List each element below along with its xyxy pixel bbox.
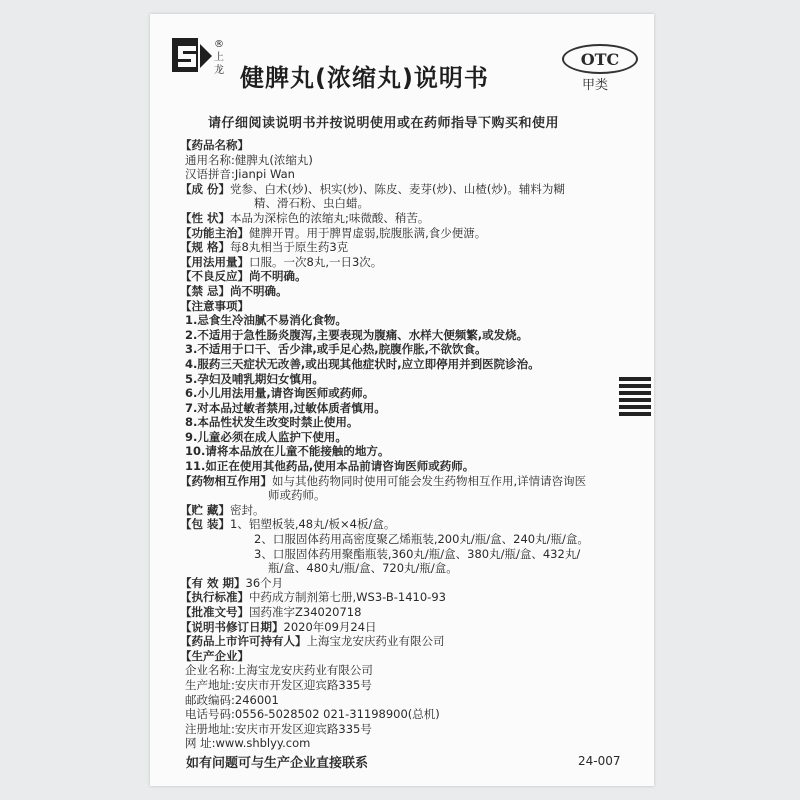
section-label: 【批准文号】 [180, 605, 249, 619]
section-label: 【说明书修订日期】 [180, 619, 284, 634]
field-value: Jianpi Wan [234, 167, 295, 182]
document-code: 24-007 [578, 754, 621, 768]
website-row [180, 736, 640, 751]
precaution-item: 10.请将本品放在儿童不能接触的地方。 [185, 444, 390, 459]
ingredients-row [180, 182, 640, 197]
precaution-item: 7.对本品过敏者禁用,过敏体质者慎用。 [185, 400, 386, 415]
leaflet-sheet [150, 14, 654, 786]
field-value: 上海宝龙安庆药业有限公司 [306, 634, 445, 649]
storage-row [180, 503, 640, 518]
section-label: 【性 状】 [180, 210, 231, 225]
pinyin-row [180, 167, 640, 182]
package-line: 2、口服固体药用高密度聚乙烯瓶装,200丸/瓶/盒、240丸/瓶/盒。 [254, 532, 589, 547]
section-label: 【不良反应】 [180, 269, 249, 284]
contact-note: 如有问题可与生产企业直接联系 [186, 756, 369, 771]
field-label: 企业名称: [185, 663, 235, 678]
section-label: 【规 格】 [180, 240, 231, 255]
precaution-item: 4.服药三天症状无改善,或出现其他症状时,应立即停用并到医院诊治。 [185, 356, 540, 371]
section-label: 【贮 藏】 [180, 502, 231, 517]
drug-name-heading [180, 138, 640, 153]
section-label: 【注意事项】 [180, 298, 249, 313]
edge-mark [619, 405, 651, 409]
field-value: 如与其他药物同时使用可能会发生药物相互作用,详情请咨询医 [272, 473, 587, 488]
precaution-item: 5.孕妇及哺乳期妇女慎用。 [185, 371, 324, 386]
phone-row [180, 707, 640, 722]
field-value: 健脾开胃。用于脾胃虚弱,脘腹胀满,食少便溏。 [249, 225, 487, 240]
field-label: 生产地址: [185, 677, 235, 692]
field-value: 246001 [234, 692, 279, 707]
field-label: 电话号码: [185, 707, 235, 722]
otc-badge: OTC [562, 44, 638, 74]
holder-row [180, 634, 640, 649]
section-label: 【用法用量】 [180, 254, 249, 269]
package-line: 瓶/盒、480丸/瓶/盒、720丸/瓶/盒。 [268, 561, 458, 576]
leaflet-content [180, 138, 640, 751]
standard-row [180, 590, 640, 605]
field-label: 通用名称: [185, 152, 235, 167]
field-value: 密封。 [230, 502, 265, 517]
precaution-item: 11.如正在使用其他药品,使用本品前请咨询医师或药师。 [185, 459, 475, 474]
section-label: 【药品名称】 [180, 138, 249, 152]
spec-row [180, 240, 640, 255]
field-value: 中药成方制剂第七册,WS3-B-1410-93 [249, 590, 446, 605]
field-value: 36个月 [245, 575, 284, 590]
field-value: 党参、白术(炒)、枳实(炒)、陈皮、麦芽(炒)、山楂(炒)。辅料为糊 [230, 181, 565, 196]
section-label: 【功能主治】 [180, 225, 249, 240]
section-label: 【成 份】 [180, 181, 231, 196]
precaution-item: 8.本品性状发生改变时禁止使用。 [185, 415, 359, 430]
contra-row [180, 284, 640, 299]
section-label: 【禁 忌】 [180, 283, 231, 298]
field-value: 1、铝塑板装,48丸/板×4板/盒。 [230, 517, 396, 532]
field-value: 尚不明确。 [249, 269, 307, 284]
field-value: 健脾丸(浓缩丸) [234, 152, 313, 167]
edge-mark [619, 412, 651, 416]
field-label: 注册地址: [185, 721, 235, 736]
company-row [180, 663, 640, 678]
validity-row [180, 576, 640, 591]
revision-row [180, 620, 640, 635]
brand-char-2: 龙 [214, 65, 224, 76]
package-row [180, 517, 640, 532]
section-label: 【包 装】 [180, 517, 231, 532]
precaution-item: 2.不适用于急性肠炎腹泻,主要表现为腹痛、水样大便频繁,或发烧。 [185, 327, 529, 342]
usage-warning: 请仔细阅读说明书并按说明使用或在药师指导下购买和使用 [208, 116, 560, 131]
precaution-item: 6.小儿用法用量,请咨询医师或药师。 [185, 386, 375, 401]
field-value: 本品为深棕色的浓缩丸;味微酸、稍苦。 [230, 210, 430, 225]
section-label: 【有 效 期】 [180, 575, 246, 590]
registered-mark: ® [214, 39, 224, 50]
precaution-item: 3.不适用于口干、舌少津,或手足心热,脘腹作胀,不欲饮食。 [185, 342, 487, 357]
brand-logo-icon [170, 34, 214, 78]
address-row [180, 678, 640, 693]
common-name-row [180, 153, 640, 168]
ingredients-continuation: 精、滑石粉、虫白蜡。 [254, 196, 369, 211]
approval-row [180, 605, 640, 620]
field-value: 口服。一次8丸,一日3次。 [249, 254, 383, 269]
field-value: 国药准字Z34020718 [249, 605, 362, 619]
adverse-row [180, 269, 640, 284]
field-value: 尚不明确。 [230, 283, 288, 298]
indication-row [180, 226, 640, 241]
precaution-item: 1.忌食生冷油腻不易消化食物。 [185, 313, 347, 328]
section-label: 【执行标准】 [180, 590, 249, 605]
field-value: 每8丸相当于原生药3克 [230, 240, 349, 255]
precaution-item: 9.儿童必须在成人监护下使用。 [185, 429, 347, 444]
edge-mark [619, 391, 651, 395]
precautions-heading [180, 299, 640, 314]
field-value: 2020年09月24日 [283, 619, 377, 634]
interaction-continuation: 师或药师。 [268, 488, 326, 503]
page-title: 健脾丸(浓缩丸)说明书 [240, 64, 489, 92]
interaction-row [180, 474, 640, 489]
section-label: 【生产企业】 [180, 648, 249, 663]
field-value: 0556-5028502 021-31198900(总机) [234, 707, 440, 722]
reg-address-row [180, 722, 640, 737]
brand-char-1: 上 [214, 52, 224, 63]
usage-row [180, 255, 640, 270]
edge-mark [619, 398, 651, 402]
edge-marks [619, 377, 651, 419]
section-label: 【药品上市许可持有人】 [180, 634, 307, 649]
package-line: 3、口服固体药用聚酯瓶装,360丸/瓶/盒、380丸/瓶/盒、432丸/ [254, 546, 581, 561]
field-value: 上海宝龙安庆药业有限公司 [234, 663, 373, 678]
manufacturer-heading [180, 649, 640, 664]
field-value: 安庆市开发区迎宾路335号 [234, 677, 372, 692]
website-link: www.shblyy.com [215, 736, 311, 751]
character-row [180, 211, 640, 226]
postcode-row [180, 693, 640, 708]
field-label: 邮政编码: [185, 692, 235, 707]
edge-mark [619, 377, 651, 381]
field-value: 安庆市开发区迎宾路335号 [234, 721, 372, 736]
otc-class-label: 甲类 [582, 78, 609, 93]
brand-mark-text [214, 38, 224, 77]
field-label: 网 址: [185, 736, 216, 751]
section-label: 【药物相互作用】 [180, 473, 272, 488]
edge-mark [619, 384, 651, 388]
field-label: 汉语拼音: [185, 167, 235, 182]
